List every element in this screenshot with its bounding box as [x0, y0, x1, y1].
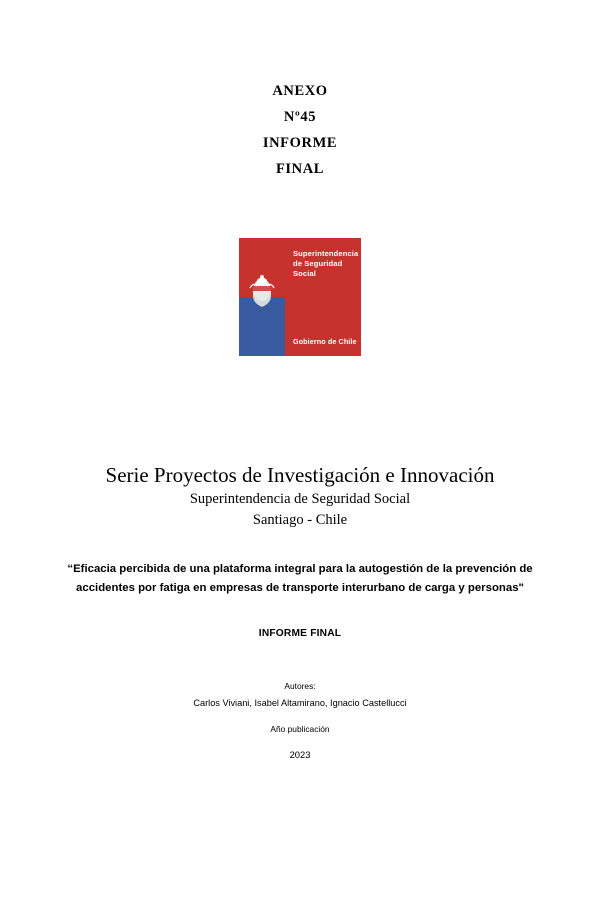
coat-of-arms-icon: [248, 274, 276, 308]
logo-title-line-3: Social: [293, 269, 316, 278]
credits-block: [0, 678, 600, 764]
logo-government-label: Gobierno de Chile: [293, 337, 357, 346]
authors-label: Autores:: [284, 681, 316, 691]
logo-red-panel: [285, 238, 361, 356]
logo-title-text: [293, 249, 359, 279]
authors-names: Carlos Viviani, Isabel Altamirano, Ignacio Castellucci: [193, 698, 407, 708]
logo-title-line-2: de Seguridad: [293, 259, 343, 268]
study-title: “Eficacia percibida de una plataforma integral para la autogestión de la prevención de accidentes por fatiga en empresas de transporte interurbano de carga y personas": [67, 563, 533, 594]
logo-container: [0, 238, 600, 356]
series-title: Serie Proyectos de Investigación e Innovación: [105, 463, 495, 487]
series-block: [0, 462, 600, 531]
logo-title-line-1: Superintendencia: [293, 249, 359, 258]
year-label: Año publicación: [270, 724, 330, 734]
superintendencia-seguridad-social-logo: [239, 238, 361, 356]
heading-line-number: Nº45: [283, 109, 317, 125]
series-city: Santiago - Chile: [252, 512, 348, 528]
heading-line-anexo: ANEXO: [272, 83, 328, 99]
heading-line-final: FINAL: [275, 161, 325, 177]
series-institution: Superintendencia de Seguridad Social: [189, 491, 411, 507]
heading-line-informe: INFORME: [262, 135, 338, 151]
cover-heading: [0, 78, 600, 182]
report-type-label: INFORME FINAL: [258, 628, 342, 639]
year-value: 2023: [289, 749, 311, 760]
